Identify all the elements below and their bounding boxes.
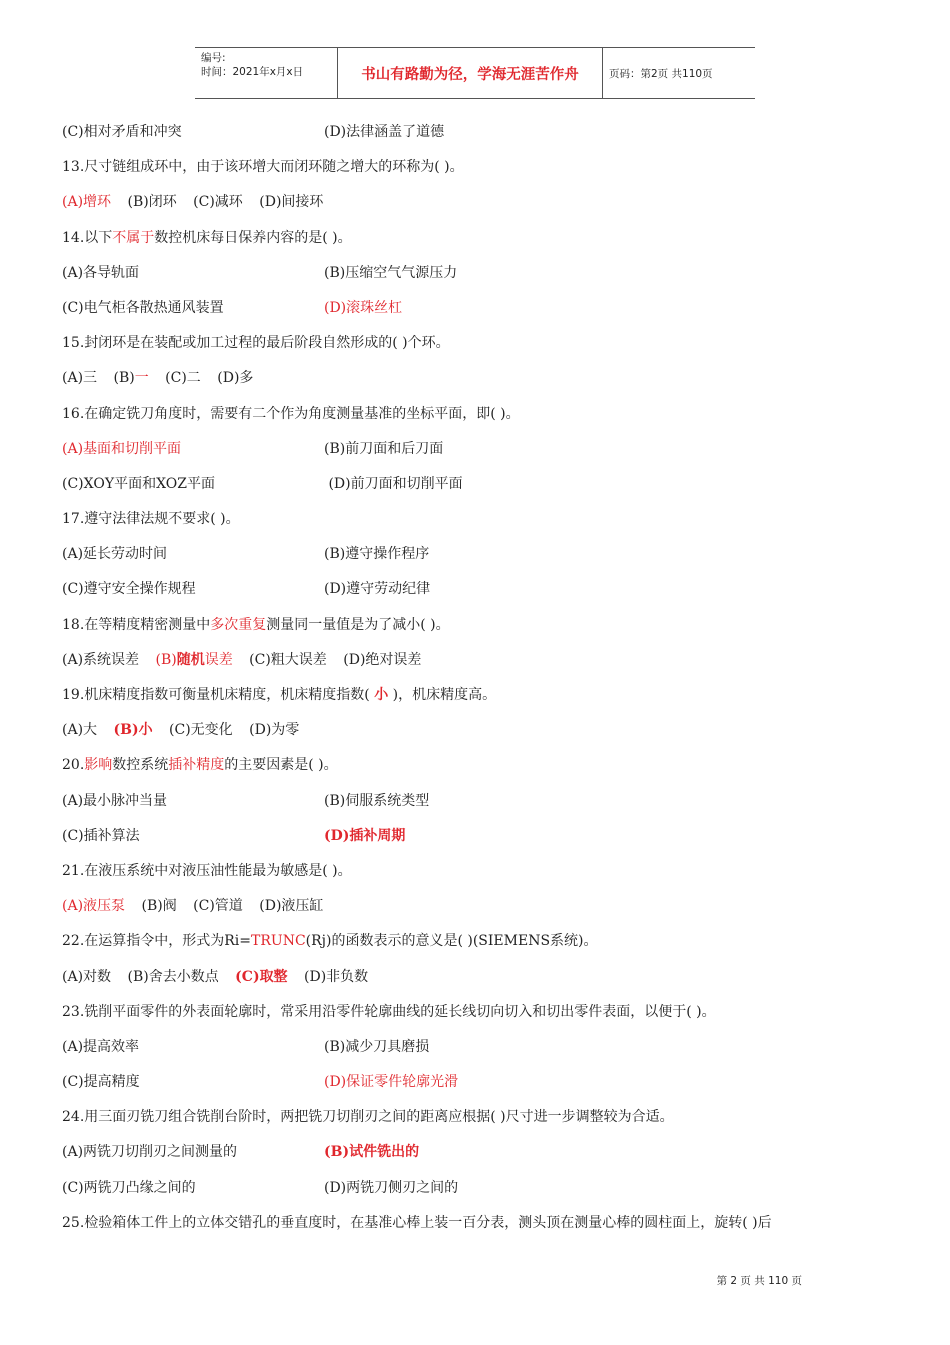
header-motto: 书山有路勤为径，学海无涯苦作舟 [338,48,603,98]
header-meta [195,48,338,98]
option-row [62,188,902,223]
option-a: (A)大 [62,722,98,739]
question-text: )，机床精度高。 [388,687,497,703]
question-text: 18.在等精度精密测量中 [62,616,211,633]
option-a: (A)最小脉冲当量 [62,792,168,809]
question-24: 24.用三面刃铣刀组合铣削台阶时，两把铣刀切削刃之间的距离应根据( )尺寸进一步调整较为合适。 [62,1109,674,1126]
option-row [62,787,902,822]
question-16: 16.在确定铣刀角度时，需要有二个作为角度测量基准的坐标平面，即( )。 [62,405,520,422]
question-text: 的主要因素是( )。 [224,757,338,774]
option-d: (D)液压缸 [259,898,324,915]
option-c: (C)无变化 [169,722,233,739]
question-23: 23.铣削平面零件的外表面轮廓时，常采用沿零件轮廓曲线的延长线切向切入和切出零件表面，以便于( )。 [62,1003,716,1020]
option-c: (C)电气柜各散热通风装置 [62,299,224,316]
option-d: (D)多 [217,370,254,387]
option-d: (D)为零 [249,722,300,739]
option-row [62,892,902,927]
question-highlight: 多次重复 [210,616,267,633]
option-c: (C)管道 [193,898,243,915]
question-text: 测量同一量值是为了减小( )。 [266,616,450,633]
question-highlight: 不属于 [112,229,155,246]
option-d: (D)绝对误差 [343,651,422,668]
option-row [62,1033,902,1068]
option-d: (D)法律涵盖了道德 [324,124,445,140]
option-b: (B)遵守操作程序 [324,546,430,563]
option-d: (D)两铣刀侧刃之间的 [324,1179,459,1196]
option-d-answer: (D)插补周期 [324,827,406,844]
question-18 [62,611,902,646]
option-c: (C)遵守安全操作规程 [62,581,196,598]
question-answer-inline: 小 [374,687,389,703]
option-c: (C)相对矛盾和冲突 [62,124,182,140]
option-c: (C)二 [165,370,201,387]
option-c: (C)XOY平面和XOZ平面 [62,475,216,492]
option-b-label: (B) [113,370,135,387]
question-14 [62,224,902,259]
option-c: (C)两铣刀凸缘之间的 [62,1179,196,1196]
option-a: (A)系统误差 [62,651,140,668]
option-d-answer: (D)滚珠丝杠 [324,299,403,316]
option-c: (C)减环 [193,194,243,211]
option-d: (D)非负数 [304,968,369,985]
option-b-answer: (B)试件铣出的 [324,1144,420,1161]
option-c-answer: (C)取整 [235,968,288,985]
option-row [62,540,902,575]
option-a: (A)对数 [62,968,112,985]
option-row [62,716,902,751]
option-a: (A)各导轨面 [62,264,140,281]
question-22 [62,927,902,962]
option-d: (D)间接环 [259,194,324,211]
question-17: 17.遵守法律法规不要求( )。 [62,511,240,528]
question-text: (Rj)的函数表示的意义是( )(SIEMENS系统)。 [305,933,598,950]
question-highlight: TRUNC [251,933,306,950]
question-21: 21.在液压系统中对液压油性能最为敏感是( )。 [62,862,352,879]
option-row [62,364,902,399]
option-b-label: (B) [155,651,177,668]
question-19 [62,681,902,716]
question-highlight: 影响 [84,757,113,774]
option-row [62,1174,902,1209]
question-text: 数控系统 [112,757,169,774]
option-a: (A)两铣刀切削刃之间测量的 [62,1144,238,1161]
option-c: (C)粗大误差 [249,651,327,668]
option-c: (C)提高精度 [62,1074,140,1091]
question-text: 14.以下 [62,229,113,246]
option-row [62,470,902,505]
option-a: (A)提高效率 [62,1038,140,1055]
option-b: (B)压缩空气气源压力 [324,264,458,281]
question-15: 15.封闭环是在装配或加工过程的最后阶段自然形成的( )个环。 [62,335,450,352]
option-b: (B)伺服系统类型 [324,792,430,809]
option-b-suffix: 误差 [204,651,233,668]
option-d: (D)前刀面和切削平面 [324,475,463,492]
page-footer: 第 2 页 共 110 页 [716,1275,802,1287]
option-row [62,118,902,153]
option-b-answer: 一 [134,370,149,387]
option-row [62,259,902,294]
option-d: (D)遵守劳动纪律 [324,581,431,598]
header-number-label: 编号: [201,52,226,64]
page-header [195,47,755,99]
option-a-answer: (A)基面和切削平面 [62,440,182,457]
option-a-answer: (A)液压泵 [62,898,126,915]
header-page-number: 页码：第2页 共110页 [609,67,713,80]
option-b: (B)闭环 [127,194,177,211]
question-25: 25.检验箱体工件上的立体交错孔的垂直度时，在基准心棒上装一百分表，测头顶在测量心棒的圆柱面上，旋转( )后 [62,1214,772,1231]
option-b-answer: 随机 [176,651,205,668]
question-text: 22.在运算指令中，形式为Ri= [62,933,252,950]
question-text: 19.机床精度指数可衡量机床精度，机床精度指数( [62,687,375,703]
question-list [62,118,902,1244]
question-number: 20. [62,757,85,774]
question-highlight: 插补精度 [168,757,225,774]
option-row [62,575,902,610]
option-b: (B)减少刀具磨损 [324,1038,430,1055]
option-b-answer: (B)小 [113,722,153,739]
option-a: (A)三 [62,370,98,387]
option-a-answer: (A)增环 [62,194,112,211]
option-b: (B)阀 [141,898,177,915]
option-row [62,435,902,470]
option-d-answer: (D)保证零件轮廓光滑 [324,1074,459,1091]
question-text: 数控机床每日保养内容的是( )。 [154,229,352,246]
header-time: 时间：2021年x月x日 [201,66,304,78]
question-20 [62,751,902,786]
option-b: (B)前刀面和后刀面 [324,440,444,457]
option-row [62,294,902,329]
option-b: (B)舍去小数点 [127,968,219,985]
option-a: (A)延长劳动时间 [62,546,168,563]
option-c: (C)插补算法 [62,827,140,844]
option-row [62,646,902,681]
option-row [62,1138,902,1173]
option-row [62,822,902,857]
option-row [62,1068,902,1103]
question-13: 13.尺寸链组成环中，由于该环增大而闭环随之增大的环称为( )。 [62,159,464,176]
option-row [62,963,902,998]
